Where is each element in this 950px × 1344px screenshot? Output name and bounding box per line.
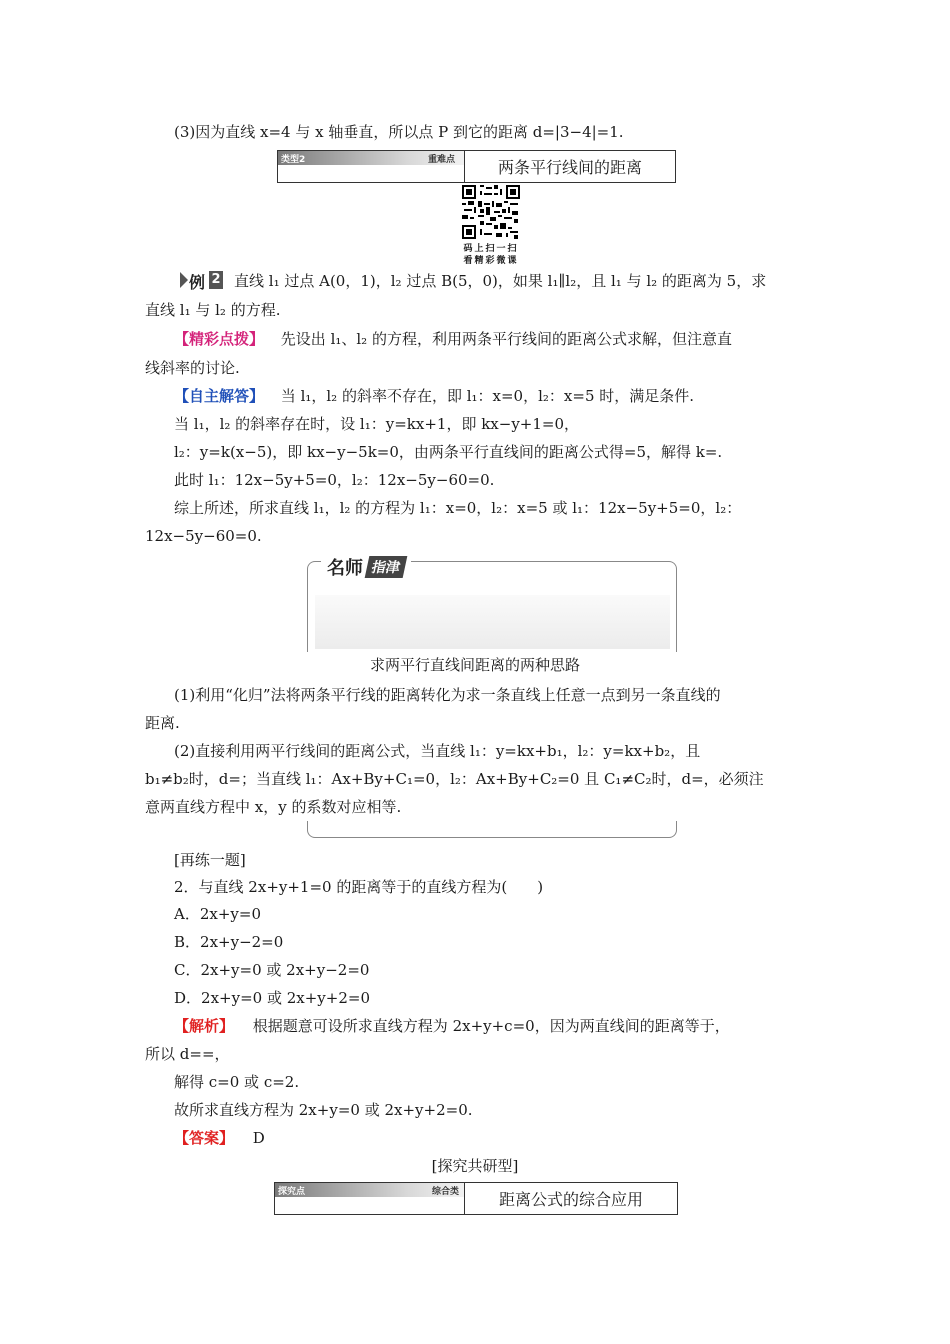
line-6	[174, 382, 694, 410]
practice-heading: [再练一题]	[174, 851, 246, 869]
triangle-icon	[180, 272, 188, 288]
tanjiu-title: 距离公式的综合应用	[464, 1183, 677, 1214]
tanjiu-heading: [探究共研型]	[431, 1157, 519, 1175]
line-27: 故所求直线方程为 2x+y=0 或 2x+y+2=0.	[174, 1101, 473, 1119]
line-7: 当 l₁，l₂ 的斜率存在时，设 l₁：y=kx+1，即 kx−y+1=0，	[174, 415, 580, 433]
question-stem: 2．与直线 2x+y+1=0 的距离等于的直线方程为( )	[174, 878, 544, 896]
answer-value: D	[252, 1129, 265, 1147]
option-c: C．2x+y=0 或 2x+y−2=0	[174, 961, 370, 979]
line-13: (1)利用“化归”法将两条平行线的距离转化为求一条直线上任意一点到另一条直线的	[174, 686, 721, 704]
zizhu-text: 当 l₁，l₂ 的斜率不存在，即 l₁：x=0，l₂：x=5 时，满足条件.	[280, 387, 695, 405]
option-b: B．2x+y−2=0	[174, 933, 284, 951]
qr-code-icon[interactable]	[462, 185, 520, 239]
mingshi-badge: 指津	[365, 556, 408, 578]
option-d: D．2x+y=0 或 2x+y+2=0	[174, 989, 370, 1007]
mingshi-header	[321, 553, 411, 581]
line-28	[174, 1124, 265, 1152]
mingshi-heading: 求两平行直线间距离的两种思路	[369, 656, 580, 674]
type-2-header	[277, 150, 676, 183]
line-14: 距离.	[145, 714, 180, 732]
jingcai-label: 【精彩点拨】	[174, 330, 265, 348]
jiexi-label: 【解析】	[174, 1017, 235, 1035]
option-a: A．2x+y=0	[174, 905, 261, 923]
example-label: 例	[189, 273, 206, 292]
line-25: 所以 d==，	[145, 1045, 230, 1063]
line-24	[174, 1012, 730, 1040]
mingshi-frame-bottom	[307, 821, 677, 838]
tanjiu-grade: 综合类	[432, 1187, 460, 1197]
line-9: 此时 l₁：12x−5y+5=0，l₂：12x−5y−60=0.	[174, 471, 495, 489]
qr-caption-2: 看精彩微课	[463, 256, 519, 266]
mingshi-title: 名师	[327, 558, 363, 579]
line-1: (3)因为直线 x=4 与 x 轴垂直，所以点 P 到它的距离 d=|3−4|=1.	[174, 123, 624, 141]
line-8: l₂：y=k(x−5)，即 kx−y−5k=0，由两条平行直线间的距离公式得=5，解得 k=.	[174, 443, 723, 461]
tanjiu-header	[274, 1182, 678, 1215]
type-tag: 类型2	[281, 155, 306, 165]
daan-label: 【答案】	[174, 1129, 235, 1147]
qr-caption-1: 码上扫一扫	[463, 244, 519, 254]
difficulty-grade: 重难点	[428, 155, 456, 165]
line-16: b₁≠b₂时，d=；当直线 l₁：Ax+By+C₁=0，l₂：Ax+By+C₂=0 且 C₁≠C₂时，d=，必须注	[145, 770, 764, 788]
section-title: 两条平行线间的距离	[464, 151, 675, 182]
zizhu-label: 【自主解答】	[174, 387, 265, 405]
mingshi-fill	[315, 595, 670, 649]
line-5: 线斜率的讨论.	[145, 359, 240, 377]
line-2: 直线 l₁ 过点 A(0，1)，l₂ 过点 B(5，0)，如果 l₁∥l₂，且 l₁ 与 l₂ 的距离为 5，求	[234, 272, 767, 290]
tanjiu-tag: 探究点	[278, 1187, 306, 1197]
line-11: 12x−5y−60=0.	[145, 527, 262, 545]
line-17: 意两直线方程中 x，y 的系数对应相等.	[145, 798, 402, 816]
jiexi-text: 根据题意可设所求直线方程为 2x+y+c=0，因为两直线间的距离等于，	[252, 1017, 730, 1035]
line-26: 解得 c=0 或 c=2.	[174, 1073, 300, 1091]
example-badge	[180, 270, 225, 290]
line-15: (2)直接利用两平行线间的距离公式，当直线 l₁：y=kx+b₁，l₂：y=kx+b₂，且	[174, 742, 701, 760]
jingcai-text: 先设出 l₁、l₂ 的方程，利用两条平行线间的距离公式求解，但注意直	[280, 330, 732, 348]
line-4	[174, 325, 732, 353]
line-3: 直线 l₁ 与 l₂ 的方程.	[145, 301, 281, 319]
line-10: 综上所述，所求直线 l₁，l₂ 的方程为 l₁：x=0，l₂：x=5 或 l₁：12x−5y+5=0，l₂：	[174, 499, 742, 517]
example-number: 2	[209, 271, 223, 289]
